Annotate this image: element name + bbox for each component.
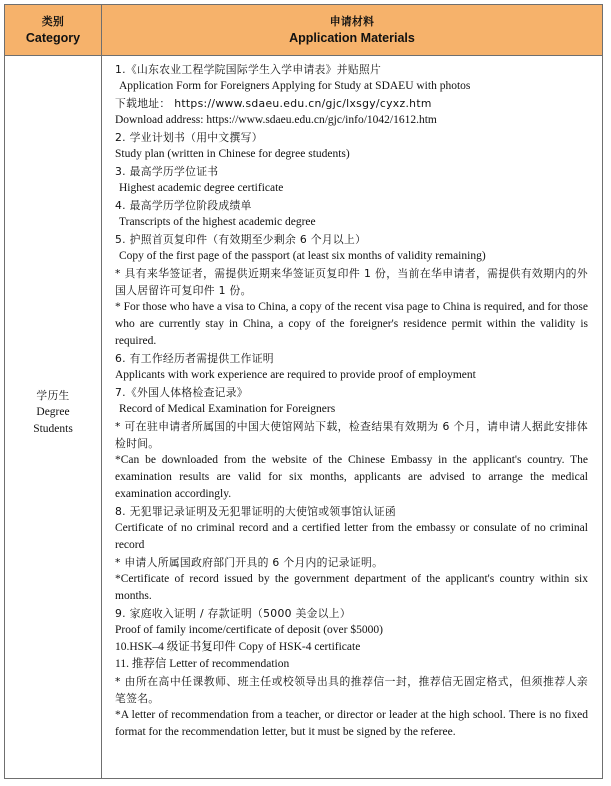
item-4-zh: 4. 最高学历学位阶段成绩单 [115, 199, 252, 212]
item-11-note-en: *A letter of recommendation from a teacher, or director or leader at the high school. There is no fixed format for the recommendation letter, but it must be signed by the referee. [115, 709, 588, 738]
item-8-note-en: *Certificate of record issued by the government department of the applicant's country within six months. [115, 573, 588, 602]
item-8-note-zh: * 申请人所属国政府部门开具的 6 个月内的记录证明。 [115, 556, 384, 569]
materials-cell [115, 61, 588, 741]
item-9-en: Proof of family income/certificate of deposit (over $5000) [115, 624, 383, 636]
item-7-note-en: *Can be downloaded from the website of the Chinese Embassy in the applicant's country. The examination results are valid for six months, applicants are advised to arrange the medical examination accordingly. [115, 454, 588, 500]
item-7-zh: 7.《外国人体格检查记录》 [115, 386, 248, 399]
category-cell [5, 387, 101, 438]
item-6-en: Applicants with work experience are required to provide proof of employment [115, 369, 476, 381]
category-zh: 学历生 [36, 389, 70, 402]
header-category [5, 5, 101, 55]
header-materials-en: Application Materials [289, 31, 415, 45]
header-category-zh: 类别 [41, 15, 65, 28]
item-1-zh: 1.《山东农业工程学院国际学生入学申请表》并贴照片 [115, 63, 382, 76]
category-en-2: Students [33, 423, 73, 435]
item-11: 11. 推荐信 Letter of recommendation [115, 658, 290, 670]
item-1-en: Application Form for Foreigners Applying for Study at SDAEU with photos [119, 80, 471, 92]
item-3-zh: 3. 最高学历学位证书 [115, 165, 219, 178]
download-address-zh: 下载地址： https://www.sdaeu.edu.cn/gjc/lxsgy/cyxz.htm [115, 97, 432, 110]
item-8-en: Certificate of no criminal record and a certified letter from the embassy or consulate of no criminal record [115, 522, 588, 551]
header-category-en: Category [25, 31, 81, 45]
header-materials [102, 5, 602, 55]
category-en-1: Degree [36, 406, 70, 418]
item-2-zh: 2. 学业计划书（用中文撰写） [115, 131, 263, 144]
item-3-en: Highest academic degree certificate [119, 182, 284, 194]
column-divider [101, 5, 102, 778]
item-7-en: Record of Medical Examination for Foreigners [119, 403, 336, 415]
item-6-zh: 6. 有工作经历者需提供工作证明 [115, 352, 274, 365]
download-address-en: Download address: https://www.sdaeu.edu.cn/gjc/info/1042/1612.htm [115, 114, 437, 126]
item-5-note-zh: * 具有来华签证者，需提供近期来华签证页复印件 1 份，当前在华申请者，需提供有效期内的外国人居留许可复印件 1 份。 [115, 267, 588, 297]
item-5-en: Copy of the first page of the passport (at least six months of validity remaining) [119, 250, 486, 262]
item-2-en: Study plan (written in Chinese for degree students) [115, 148, 350, 160]
application-materials-table [4, 4, 603, 779]
item-4-en: Transcripts of the highest academic degree [119, 216, 316, 228]
item-10: 10.HSK–4 级证书复印件 Copy of HSK-4 certificate [115, 641, 361, 653]
item-5-note-en: * For those who have a visa to China, a copy of the recent visa page to China is required, and for those who are currently stay in China, a copy of the foreigner's residence permit within the validity is required. [115, 301, 588, 347]
item-9-zh: 9. 家庭收入证明 / 存款证明（5000 美金以上） [115, 607, 351, 620]
item-8-zh: 8. 无犯罪记录证明及无犯罪证明的大使馆或领事馆认证函 [115, 505, 396, 518]
item-7-note-zh: * 可在驻申请者所属国的中国大使馆网站下载，检查结果有效期为 6 个月，请申请人据此安排体检时间。 [115, 420, 588, 450]
header-materials-zh: 申请材料 [329, 15, 375, 28]
item-11-note-zh: * 由所在高中任课教师、班主任或校领导出具的推荐信一封，推荐信无固定格式，但须推荐人亲笔签名。 [115, 675, 588, 705]
item-5-zh: 5. 护照首页复印件（有效期至少剩余 6 个月以上） [115, 233, 367, 246]
